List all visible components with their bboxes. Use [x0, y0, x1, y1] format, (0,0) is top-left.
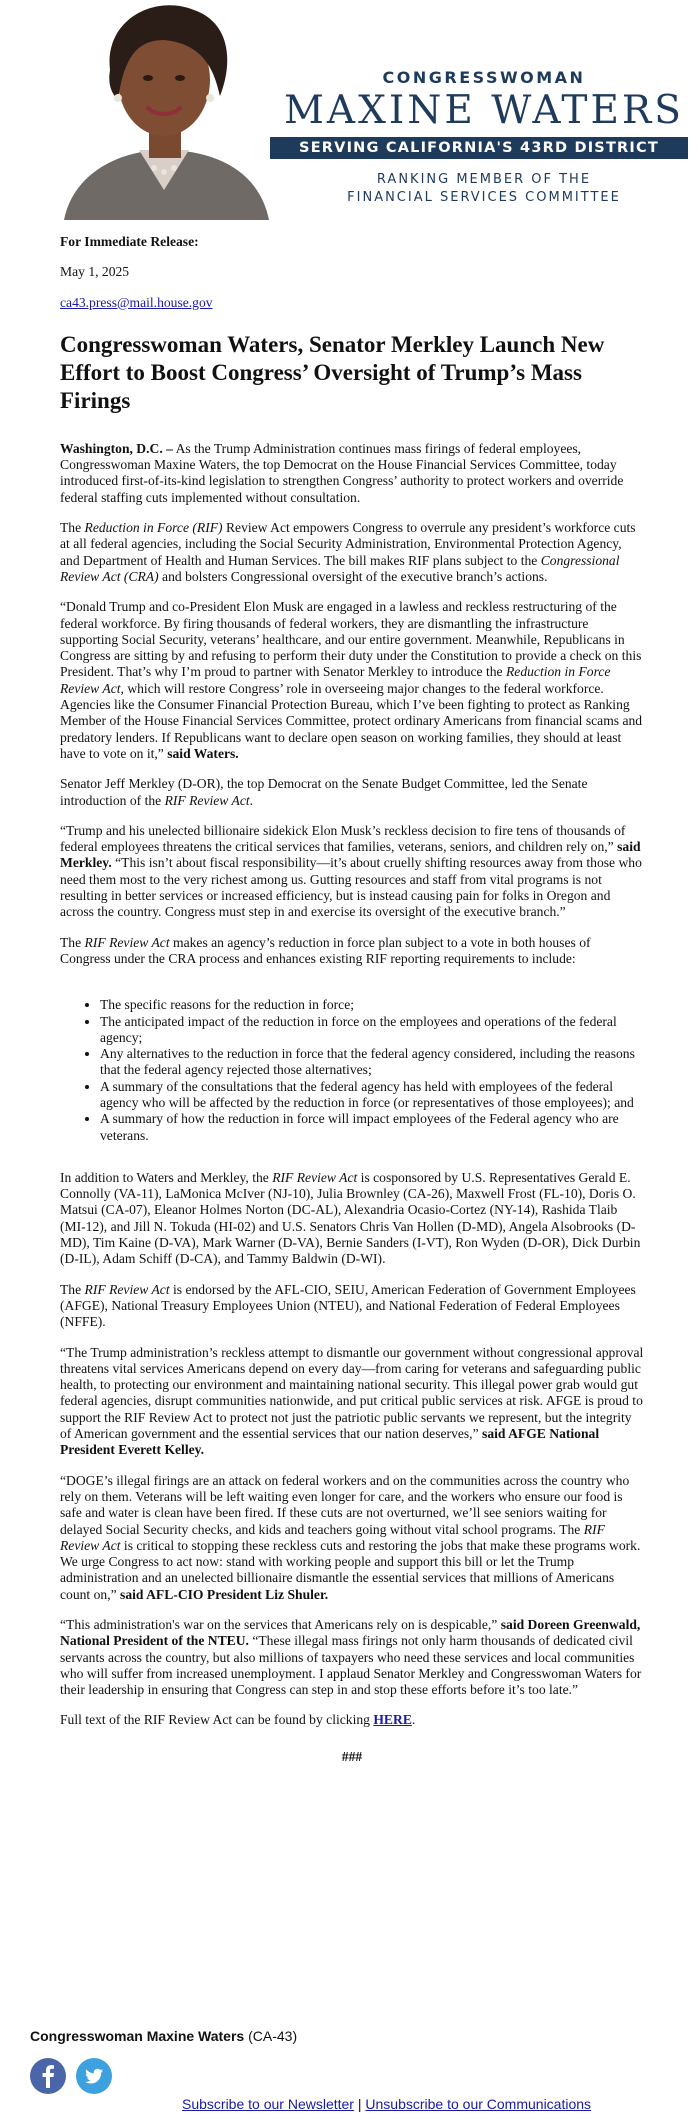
- release-date: May 1, 2025: [60, 264, 130, 280]
- press-email-link[interactable]: ca43.press@mail.house.gov: [60, 294, 213, 310]
- paragraph-1: Washington, D.C. – As the Trump Administration continues mass firings of federal employees, Congresswoman Maxine Waters, the top Democrat on the House Financial Services Committee, today introduced first-of-its-kind legislation to strengthen Congress’ authority to protect workers and override federal staffing cuts implemented without consultation.: [60, 440, 624, 505]
- list-item: • The specific reasons for the reduction in force;: [100, 997, 644, 1013]
- list-item: • A summary of the consultations that the federal agency has held with employees of the federal agency who will be affected by the reduction in force (or representatives of those employees); and: [100, 1079, 644, 1112]
- quote-aflcio: “DOGE’s illegal firings are an attack on federal workers and on the communities across the country who rely on them. Veterans will be left waiting even longer for care, and the workers who ensure our food is safe and water is clean have been fired. If these cuts are not overturned, we’ll see seniors waiting for delayed Social Security checks, and kids and teachers going without vital school programs. The RIF Review Act is critical to stopping these reckless cuts and restoring the jobs that make these programs work. We urge Congress to act now: stand with working people and support this bill or let the Trump administration and an unelected billionaire dismantle the essential services that millions of Americans count on,” said AFL-CIO President Liz Shuler.: [60, 1472, 641, 1602]
- subscribe-link[interactable]: Subscribe to our Newsletter: [182, 2096, 354, 2112]
- header-kicker: CONGRESSWOMAN: [382, 68, 586, 87]
- header-name: MAXINE WATERS: [284, 88, 684, 133]
- end-mark: ###: [341, 1748, 363, 1764]
- list-item: • The anticipated impact of the reduction in force on the employees and operations of the federal agency;: [100, 1014, 644, 1047]
- paragraph-merkley-intro: Senator Jeff Merkley (D-OR), the top Democrat on the Senate Budget Committee, led the Senate introduction of the RIF Review Act.: [60, 776, 588, 808]
- header-rank-line-2: FINANCIAL SERVICES COMMITTEE: [347, 190, 621, 205]
- twitter-icon[interactable]: [76, 2058, 112, 2094]
- quote-merkley: “Trump and his unelected billionaire sidekick Elon Musk’s reckless decision to fire tens of thousands of federal employees threatens the critical services that families, veterans, seniors, and children rely on,” said Merkley. “This isn’t about fiscal responsibility—it’s about cruelly shifting resources away from those who need them most to the very richest among us. Gutting resources and staff from vital programs is not resulting in better services or increased efficiency, but is instead causing pain for folks in Oregon and across the country. Congress must step in and exercise its oversight of the executive branch.”: [60, 822, 642, 920]
- press-release-title: Congresswoman Waters, Senator Merkley Launch New Effort to Boost Congress’ Oversight of Trump’s Mass Firings: [60, 331, 605, 413]
- paragraph-full-text: Full text of the RIF Review Act can be found by clicking HERE.: [60, 1712, 416, 1728]
- header-text-block: [262, 68, 700, 207]
- release-label: For Immediate Release:: [60, 234, 199, 249]
- footer-name: Congresswoman Maxine Waters (CA-43): [30, 2028, 298, 2044]
- paragraph-2: The Reduction in Force (RIF) Review Act empowers Congress to overrule any president’s workforce cuts at all federal agencies, including the Social Security Administration, Environmental Protection Agency, and Department of Health and Human Services. The bill makes RIF plans subject to the Congressional Review Act (CRA) and bolsters Congressional oversight of the executive branch’s actions.: [60, 520, 636, 584]
- paragraph-endorsements: The RIF Review Act is endorsed by the AFL-CIO, SEIU, American Federation of Government Employees (AFGE), National Treasury Employees Union (NTEU), and National Federation of Federal Employees (NFFE).: [60, 1281, 636, 1330]
- header-district-band: SERVING CALIFORNIA'S 43RD DISTRICT: [270, 137, 688, 159]
- quote-nteu: “This administration's war on the services that Americans rely on is despicable,” said Doreen Greenwald, National President of the NTEU. “These illegal mass firings not only harm thousands of dedicated civil servants across the country, but also millions of taxpayers who need these services and local communities who will suffer from increased unemployment. I applaud Senator Merkley and Congresswoman Waters for their leadership in ensuring that Congress can step in and stop these efforts before it’s too late.”: [60, 1617, 642, 1698]
- link-separator: |: [353, 2096, 366, 2112]
- header-rank: [262, 171, 700, 207]
- press-release-content: [60, 234, 644, 1765]
- facebook-icon[interactable]: [30, 2058, 66, 2094]
- email-header-banner: [0, 0, 700, 222]
- congresswoman-portrait: [44, 0, 284, 220]
- header-rank-line-1: RANKING MEMBER OF THE: [376, 172, 592, 187]
- unsubscribe-link[interactable]: Unsubscribe to our Communications: [365, 2096, 592, 2112]
- subscription-links: [182, 2096, 591, 2112]
- portrait-illustration: [44, 0, 284, 220]
- requirements-list: [60, 997, 644, 1144]
- paragraph-requirements-intro: The RIF Review Act makes an agency’s reduction in force plan subject to a vote in both houses of Congress under the CRA process and enhances existing RIF reporting requirements to include:: [60, 934, 591, 966]
- social-links: [30, 2058, 118, 2094]
- quote-waters: “Donald Trump and co-President Elon Musk are engaged in a lawless and reckless restructuring of the federal workforce. By firing thousands of federal workers, they are dismantling the infrastructure supporting Social Security, veterans’ healthcare, and our entire government. Meanwhile, Republicans in Congress are sitting by and refusing to perform their duty under the Constitution to provide a check on this President. That’s why I’m proud to partner with Senator Merkley to introduce the Reduction in Force Review Act, which will restore Congress’ role in overseeing major changes to the federal workforce. Agencies like the Consumer Financial Protection Bureau, which I’ve been fighting to protect as Ranking Member of the House Financial Services Committee, protect ordinary Americans from financial scams and predatory lenders. If Republicans want to declare open season on working families, they should at least have to vote on it,” said Waters.: [60, 599, 643, 761]
- quote-afge: “The Trump administration’s reckless attempt to dismantle our government without congressional approval threatens vital services Americans depend on every day—from caring for veterans and safeguarding public health, to protecting our environment and maintaining national security. This illegal power grab would gut federal agencies, disrupt communities nationwide, and put critical public services at risk. AFGE is proud to support the RIF Review Act to protect not just the patriotic public servants we represent, but the integrity of American government and the essential services that our nation deserves,” said AFGE National President Everett Kelley.: [60, 1344, 644, 1458]
- full-text-link[interactable]: HERE: [373, 1712, 412, 1728]
- list-item: • Any alternatives to the reduction in force that the federal agency considered, including the reasons that the federal agency rejected those alternatives;: [100, 1046, 644, 1079]
- paragraph-cosponsors: In addition to Waters and Merkley, the RIF Review Act is cosponsored by U.S. Representatives Gerald E. Connolly (VA-11), LaMonica McIver (NJ-10), Julia Brownley (CA-26), Maxwell Frost (FL-10), Doris O. Matsui (CA-07), Eleanor Holmes Norton (DC-AL), Alexandria Ocasio-Cortez (NY-14), Rashida Tlaib (MI-12), and Jill N. Tokuda (HI-02) and U.S. Senators Chris Van Hollen (D-MD), Angela Alsobrooks (D-MD), Tim Kaine (D-VA), Mark Warner (D-VA), Bernie Sanders (I-VT), Ron Wyden (D-OR), Dick Durbin (D-IL), Adam Schiff (D-CA), and Tammy Baldwin (D-WI).: [60, 1169, 641, 1267]
- list-item: • A summary of how the reduction in force will impact employees of the Federal agency who are veterans.: [100, 1111, 644, 1144]
- dateline: Washington, D.C. –: [60, 440, 173, 456]
